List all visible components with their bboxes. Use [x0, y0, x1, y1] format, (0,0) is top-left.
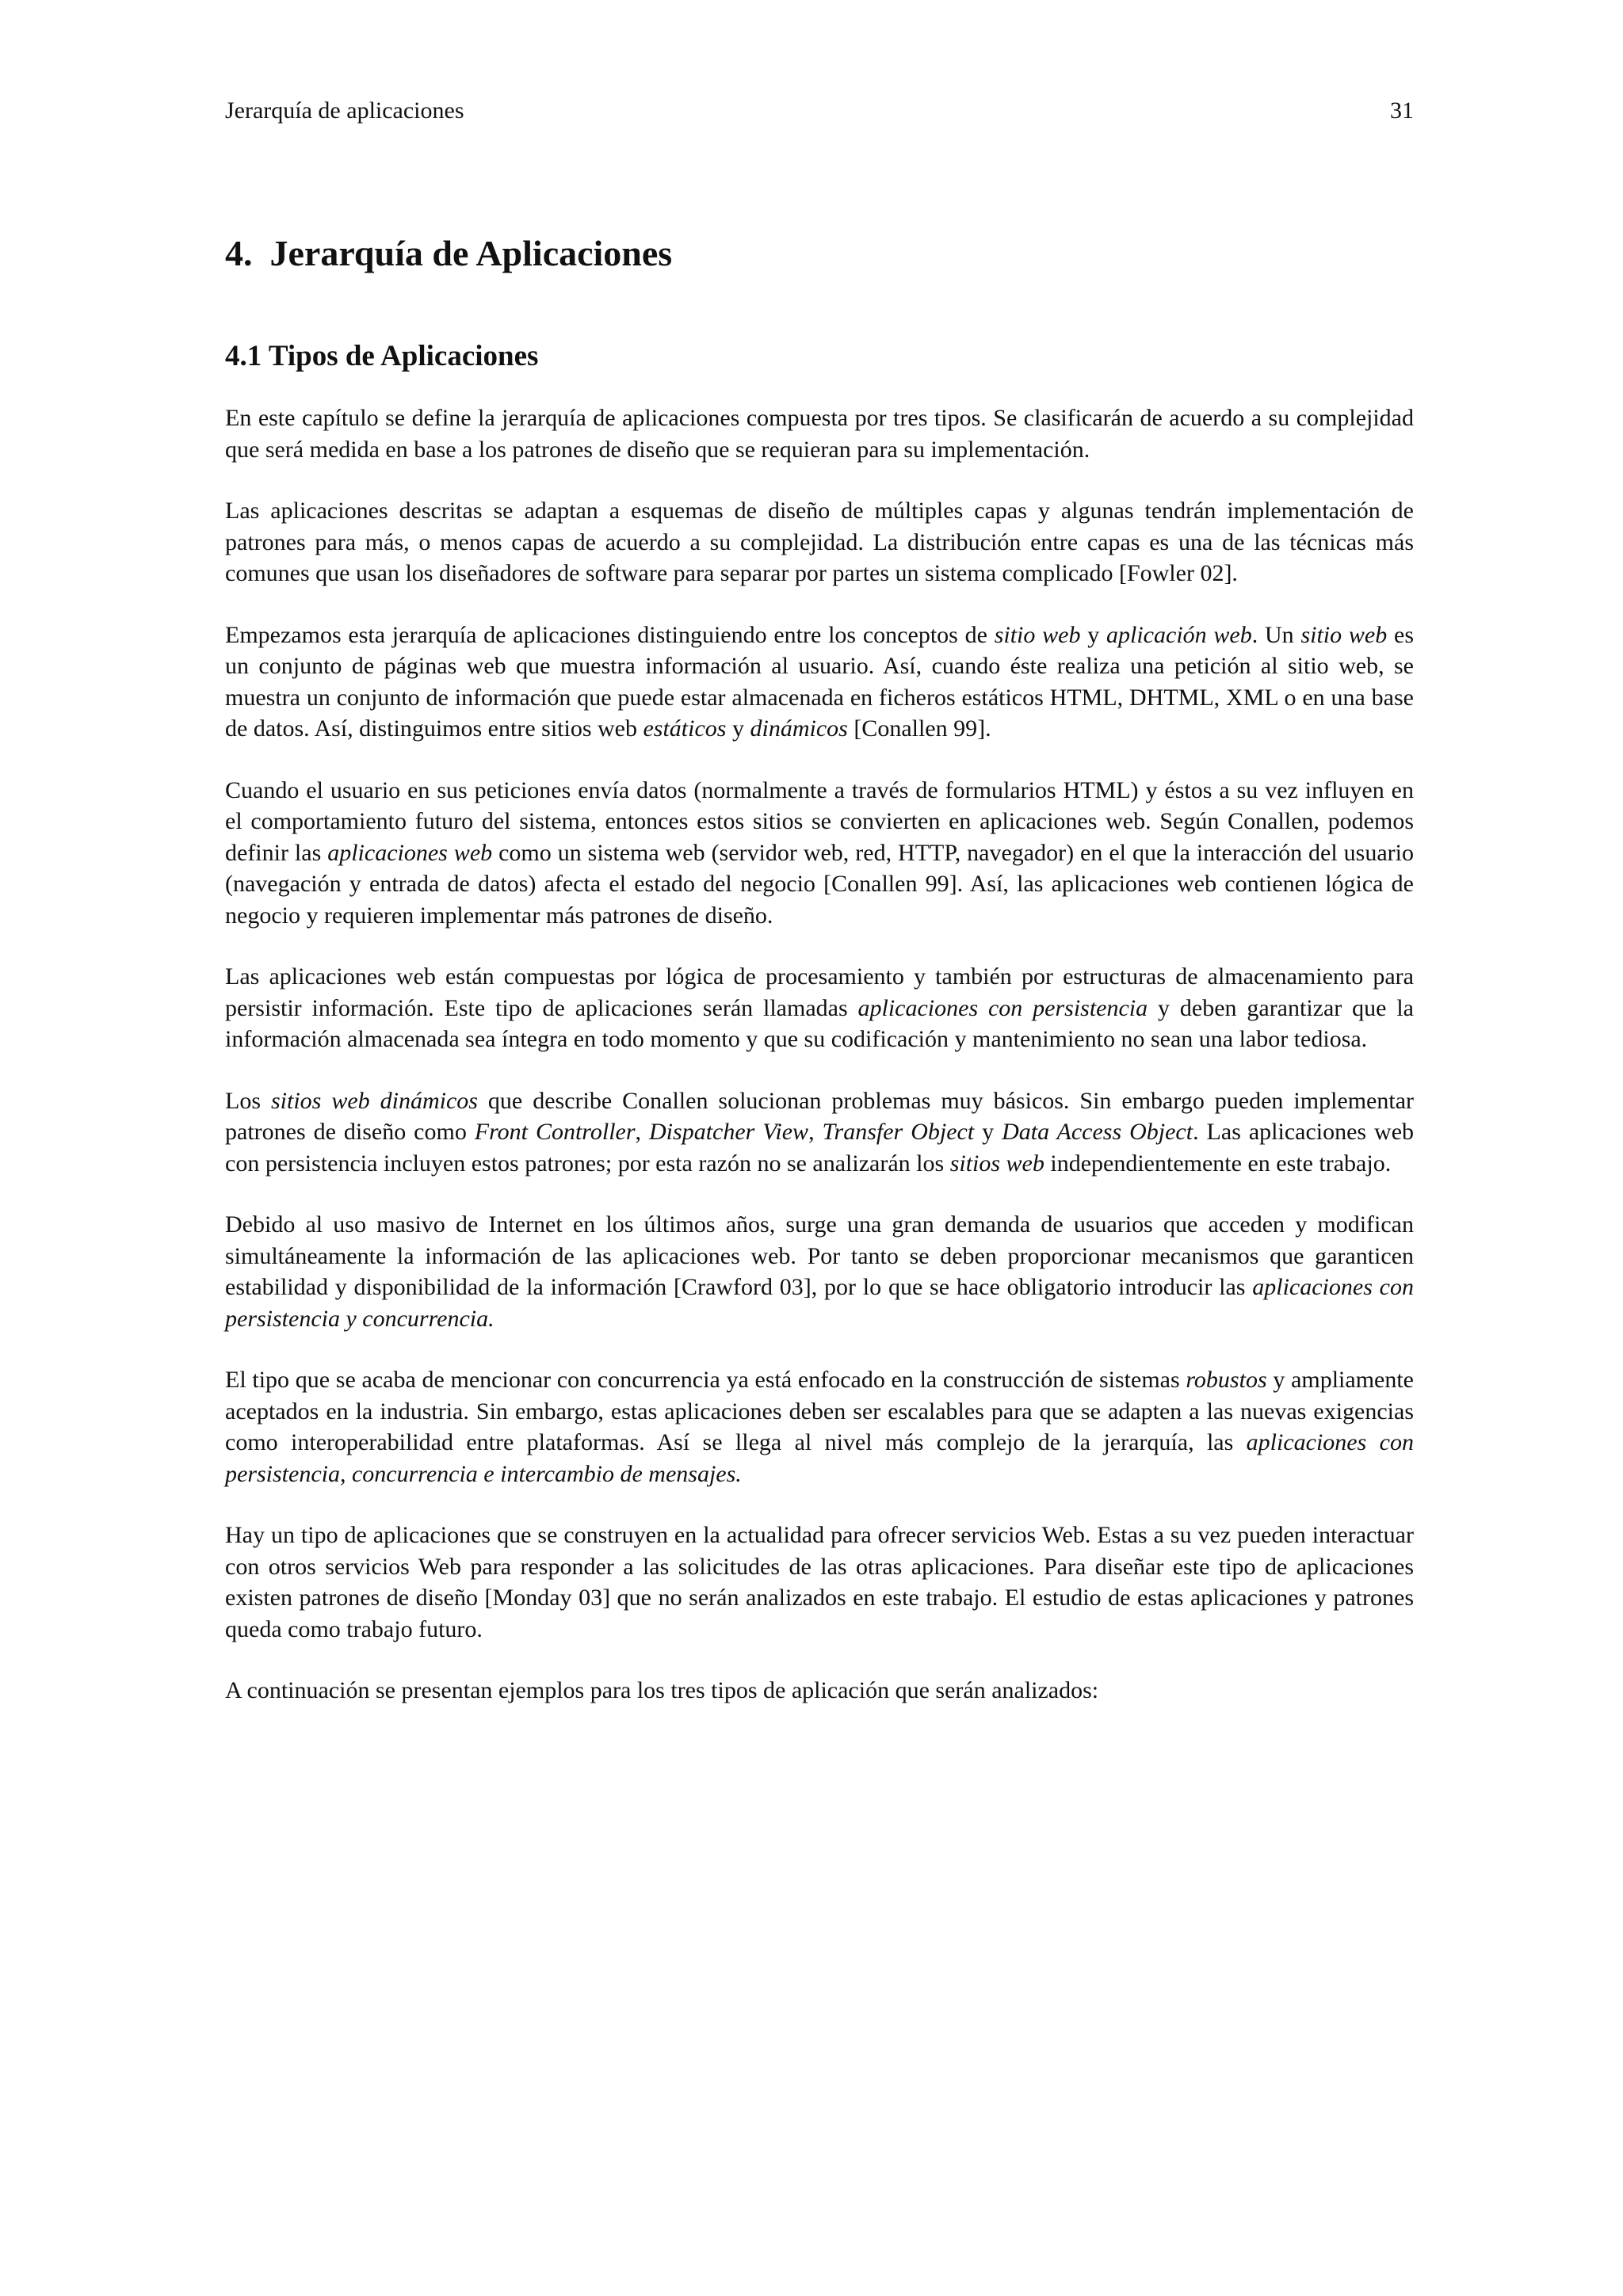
text-run: El tipo que se acaba de mencionar con concurrencia ya está enfocado en la construcción de sistemas — [225, 1367, 1186, 1393]
paragraph-8 — [225, 1364, 1414, 1489]
text-run: y — [1080, 621, 1107, 648]
italic-term: Data Access Object — [1002, 1119, 1193, 1145]
paragraph-2: Las aplicaciones descritas se adaptan a esquemas de diseño de múltiples capas y algunas tendrán implementación de patrones para más, o menos capas de acuerdo a su complejidad. La distribución entre capas es una de las técnicas más comunes que usan los diseñadores de software para separar por partes un sistema complicado [Fowler 02]. — [225, 498, 1414, 586]
text-run: y — [974, 1119, 1002, 1145]
italic-term: aplicaciones con persistencia y concurrencia. — [225, 1274, 1414, 1332]
italic-term: aplicación web — [1106, 621, 1252, 648]
italic-term: sitios web dinámicos — [270, 1087, 478, 1114]
paragraph-4 — [225, 775, 1414, 932]
text-run: . Un — [1251, 621, 1301, 648]
chapter-title — [225, 230, 1414, 277]
text-run: como un sistema web (servidor web, red, HTTP, navegador) en el que la interacción del usuario (navegación y entrada de datos) afecta el estado del negocio [Conallen 99]. Así, las aplicaciones web contienen lógica de negocio y requieren implementar más patrones de diseño. — [225, 839, 1414, 929]
paragraph-7 — [225, 1209, 1414, 1334]
italic-term: Dispatcher View — [649, 1119, 809, 1145]
running-header — [225, 95, 1414, 127]
text-run: que describe Conallen solucionan problemas muy básicos. Sin embargo pueden implementar patrones de diseño como — [225, 1087, 1415, 1145]
text-run: es un conjunto de páginas web que muestra información al usuario. Así, cuando éste realiza una petición al sitio web, se muestra un conjunto de información que puede estar almacenada en ficheros estáticos HTML, DHTML, XML o en una base de datos. Así, distinguimos entre sitios web — [225, 621, 1414, 742]
paragraph-10: A continuación se presentan ejemplos para los tres tipos de aplicación que serán analizados: — [225, 1677, 1099, 1703]
text-run: Las aplicaciones web están compuestas por lógica de procesamiento y también por estructuras de almacenamiento para persistir información. Este tipo de aplicaciones serán llamadas — [225, 963, 1414, 1021]
paragraph-3 — [225, 620, 1414, 745]
text-run: . Las aplicaciones web con persistencia incluyen estos patrones; por esta razón no se analizarán los — [225, 1119, 1415, 1177]
italic-term: dinámicos — [750, 715, 848, 742]
paragraph-1: En este capítulo se define la jerarquía de aplicaciones compuesta por tres tipos. Se clasificarán de acuerdo a su complejidad que será medida en base a los patrones de diseño que se requieran para su implementación. — [225, 405, 1414, 463]
chapter-number: 4. — [225, 233, 253, 273]
italic-term: sitios web — [949, 1150, 1044, 1177]
text-run: , — [808, 1119, 823, 1145]
italic-term: aplicaciones con persistencia, concurrencia e intercambio de mensajes. — [225, 1429, 1414, 1487]
italic-term: aplicaciones con persistencia — [857, 994, 1148, 1021]
italic-term: estáticos — [643, 715, 727, 742]
italic-term: sitio web — [1300, 621, 1388, 648]
text-run: independientemente en este trabajo. — [1044, 1150, 1392, 1177]
text-run: Los — [225, 1087, 271, 1114]
paragraph-9: Hay un tipo de aplicaciones que se construyen en la actualidad para ofrecer servicios Web. Estas a su vez pueden interactuar con otros servicios Web para responder a las solicitudes de las otras aplicaciones. Para diseñar este tipo de aplicaciones existen patrones de diseño [Monday 03] que no serán analizados en este trabajo. El estudio de estas aplicaciones y patrones queda como trabajo futuro. — [225, 1522, 1414, 1642]
text-run: Empezamos esta jerarquía de aplicaciones distinguiendo entre los conceptos de — [225, 621, 995, 648]
text-run: Debido al uso masivo de Internet en los últimos años, surge una gran demanda de usuarios que acceden y modifican simultáneamente la información de las aplicaciones web. Por tanto se deben proporcionar mecanismos que garanticen estabilidad y disponibilidad de la información [Crawford 03], por lo que se hace obligatorio introducir las — [225, 1211, 1414, 1300]
paragraph-5 — [225, 961, 1414, 1055]
chapter-title-text: Jerarquía de Aplicaciones — [269, 233, 673, 273]
text-run: , — [635, 1119, 650, 1145]
text-run: y deben garantizar que la información almacenada sea íntegra en todo momento y que su codificación y mantenimiento no sean una labor tediosa. — [225, 994, 1414, 1052]
body-text — [225, 402, 1414, 1737]
italic-term: sitio web — [994, 621, 1081, 648]
italic-term: Front Controller — [474, 1119, 636, 1145]
text-run: y — [726, 715, 750, 742]
text-run: Cuando el usuario en sus peticiones envía datos (normalmente a través de formularios HTML) y éstos a su vez influyen en el comportamiento futuro del sistema, entonces estos sitios se convierten en aplicaciones web. Según Conallen, podemos definir las — [225, 776, 1414, 866]
running-header-title: Jerarquía de aplicaciones — [225, 97, 464, 124]
italic-term: Transfer Object — [822, 1119, 975, 1145]
text-run: y ampliamente aceptados en la industria. Sin embargo, estas aplicaciones deben ser escalables para que se adapten a las nuevas exigencias como interoperabilidad entre plataformas. Así se llega al nivel más complejo de la jerarquía, las — [225, 1367, 1414, 1455]
page-number: 31 — [1390, 97, 1414, 124]
text-run: [Conallen 99]. — [847, 715, 991, 742]
section-title: 4.1 Tipos de Aplicaciones — [225, 340, 539, 372]
paragraph-6 — [225, 1085, 1414, 1180]
italic-term: robustos — [1186, 1367, 1267, 1393]
italic-term: aplicaciones web — [327, 839, 493, 866]
